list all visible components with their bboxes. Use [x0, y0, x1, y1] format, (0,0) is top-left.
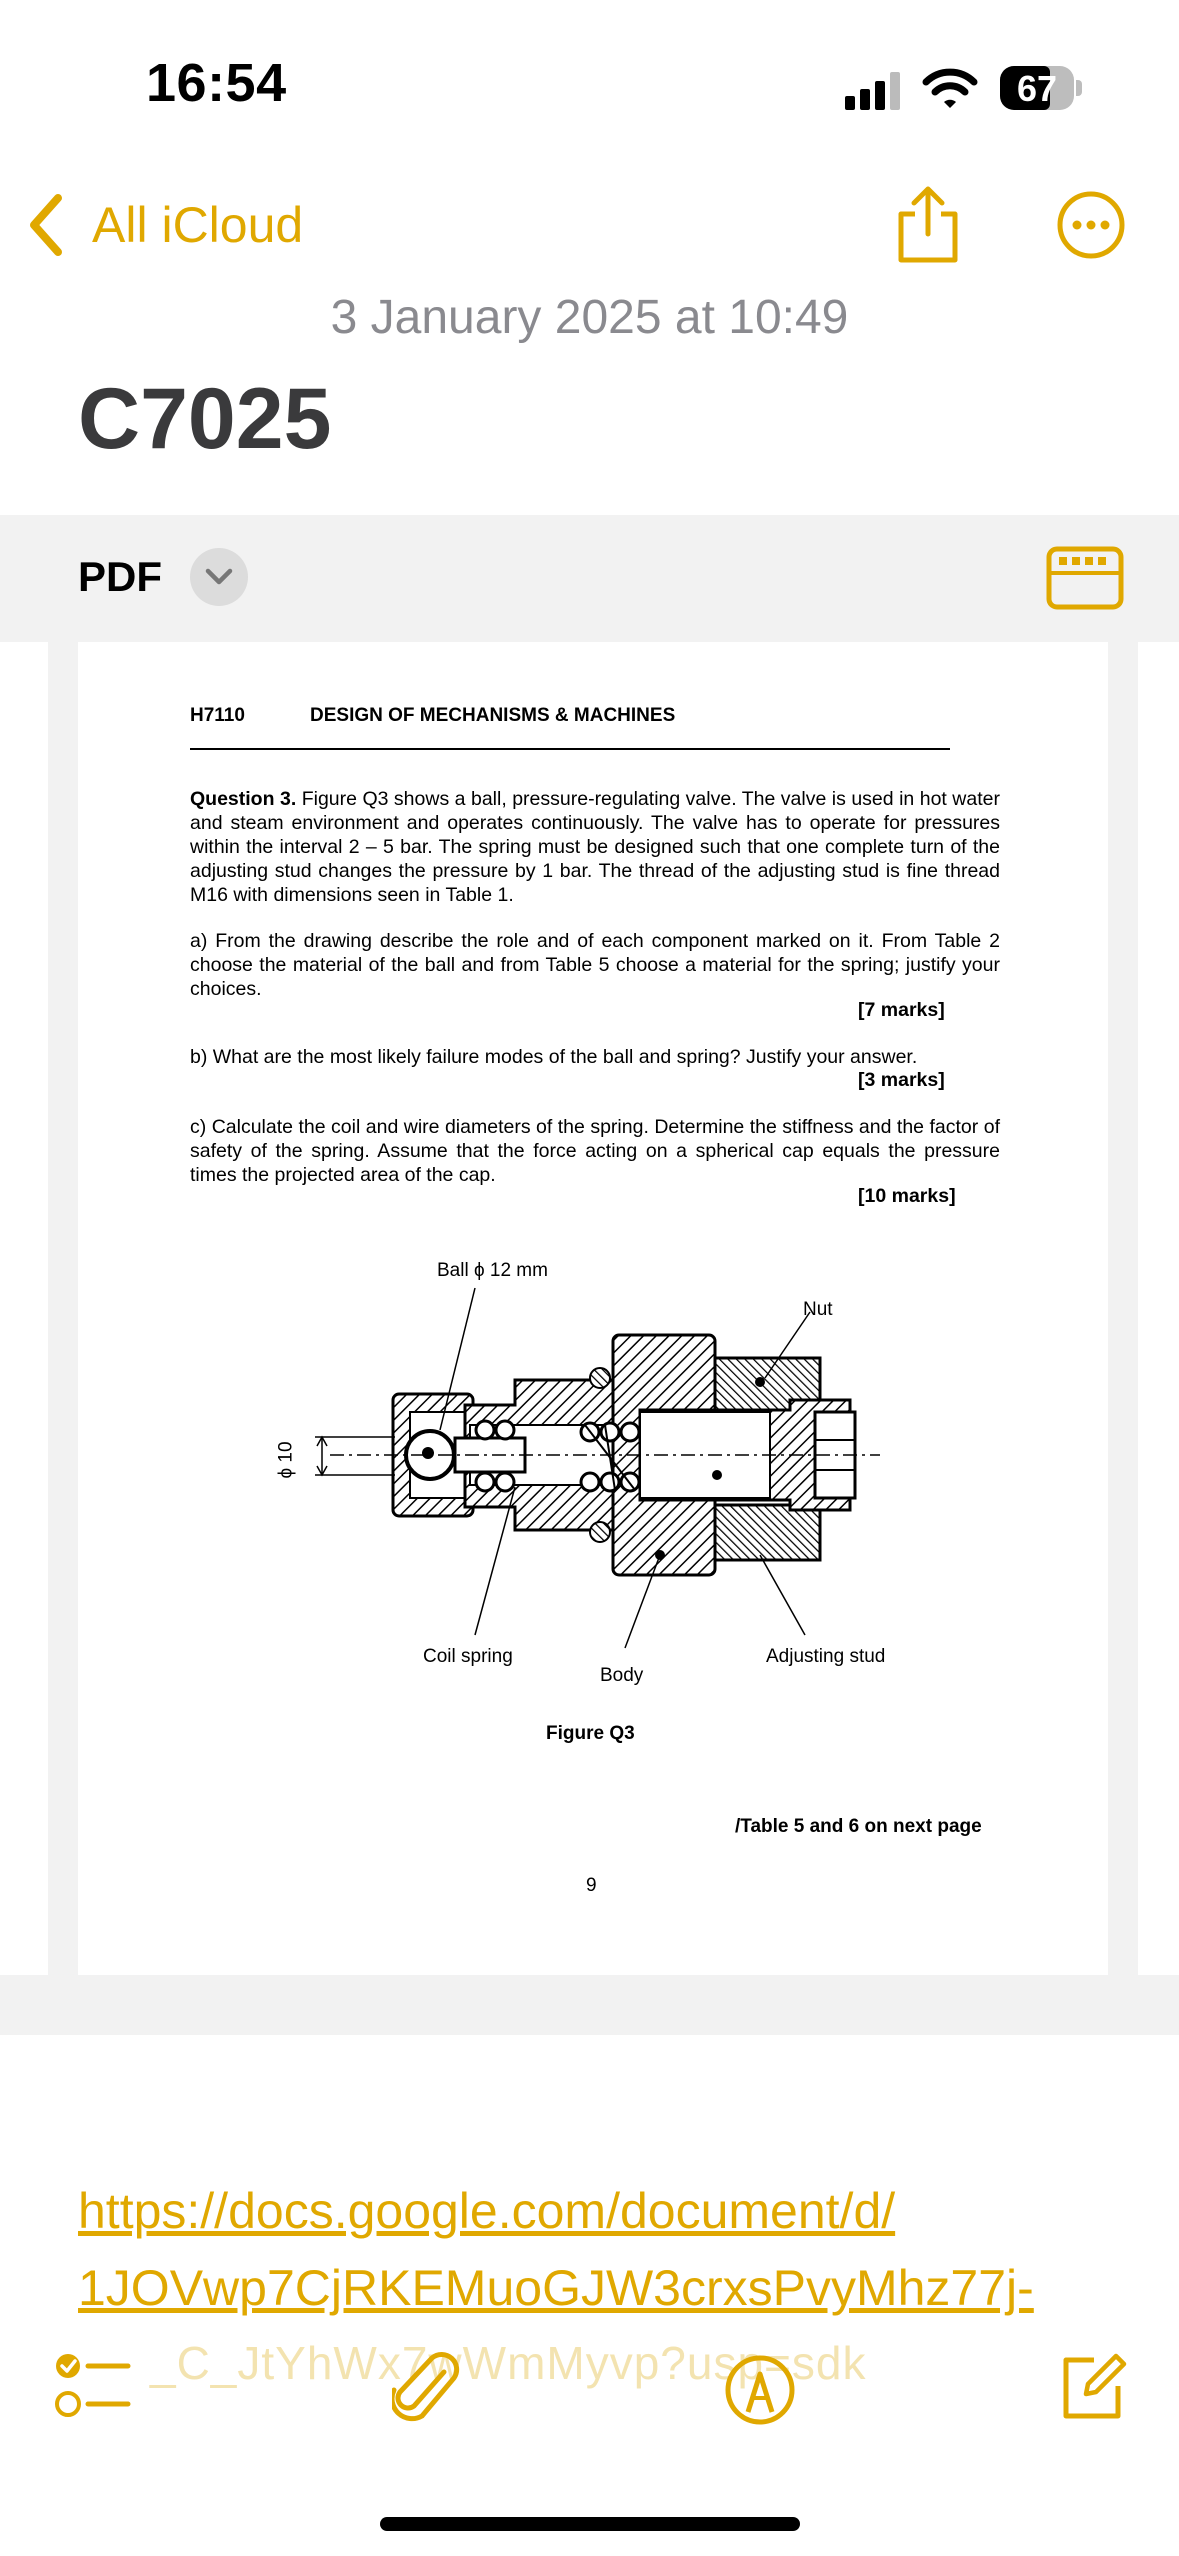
question-body: Figure Q3 shows a ball, pressure-regulating valve. The valve is used in hot water and steam environment and operates continuously. The valve has to operate for pressures within the interval 2 – 5 bar. The spring must be designed such that one complete turn of the adjusting stud changes the pressure by 1 bar. The thread of the adjusting stud is fine thread M16 with dimensions seen in Table 1.	[190, 788, 1000, 906]
paperclip-icon[interactable]	[392, 2350, 462, 2430]
checklist-icon[interactable]	[54, 2350, 132, 2422]
doc-module-code: H7110	[190, 705, 245, 726]
part-c-text: c) Calculate the coil and wire diameters of the spring. Determine the stiffness and the factor of safety of the spring. Assume that the force acting on a spherical cap equals the pressure times the projected area of the cap.	[190, 1116, 1000, 1186]
more-icon[interactable]	[1056, 190, 1126, 260]
part-b-text: b) What are the most likely failure modes of the ball and spring? Justify your answer.	[190, 1046, 918, 1068]
pdf-type-label: PDF	[78, 553, 162, 600]
wifi-icon	[922, 66, 978, 110]
part-b-marks: [3 marks]	[858, 1069, 945, 1091]
battery-percent: 67	[1016, 68, 1058, 109]
doc-module-title: DESIGN OF MECHANISMS & MACHINES	[310, 705, 676, 726]
doc-header-rule	[190, 748, 950, 750]
page-number: 9	[586, 1875, 597, 1896]
keyboard-icon[interactable]	[1046, 546, 1124, 610]
next-page-note: /Table 5 and 6 on next page	[735, 1816, 982, 1837]
pdf-options-button[interactable]	[190, 548, 248, 606]
next-page-edge[interactable]	[1138, 642, 1179, 1975]
markup-pen-icon[interactable]	[724, 2354, 796, 2426]
home-indicator[interactable]	[380, 2517, 800, 2531]
figure-caption: Figure Q3	[546, 1723, 635, 1744]
note-link-line-3-obscured[interactable]: _C_JtYhWx7wWmMyvp?usp=sdk	[150, 2337, 867, 2389]
status-time: 16:54	[146, 53, 287, 113]
note-title[interactable]: C7025	[78, 371, 332, 467]
question-3-text	[190, 787, 1000, 907]
figure-label-adjusting-stud: Adjusting stud	[766, 1646, 886, 1667]
back-chevron-icon	[26, 194, 66, 256]
figure-label-ball: Ball ϕ 12 mm	[437, 1260, 548, 1281]
figure-label-body: Body	[600, 1665, 644, 1686]
part-a-marks: [7 marks]	[858, 999, 945, 1021]
chevron-down-icon	[205, 566, 233, 588]
note-link-line-1[interactable]: https://docs.google.com/document/d/	[78, 2183, 896, 2239]
figure-label-coil-spring: Coil spring	[423, 1646, 513, 1667]
note-link-line-2[interactable]: 1JOVwp7CjRKEMuoGJW3crxsPvyMhz77j-	[78, 2260, 1034, 2316]
question-lead: Question 3.	[190, 788, 297, 810]
part-a-text: a) From the drawing describe the role and of each component marked on it. From Table 2 choose the material of the ball and from Table 5 choose a material for the spring; justify your choices.	[190, 930, 1000, 1000]
part-c-marks: [10 marks]	[858, 1185, 956, 1207]
note-date: 3 January 2025 at 10:49	[330, 291, 849, 344]
figure-label-nut: Nut	[803, 1299, 833, 1320]
compose-icon[interactable]	[1058, 2350, 1128, 2422]
cellular-signal-icon	[845, 70, 903, 110]
battery-indicator	[1000, 66, 1074, 110]
back-label[interactable]: All iCloud	[92, 197, 304, 253]
prev-page-edge[interactable]	[0, 642, 48, 1975]
figure-label-diameter: ϕ 10	[275, 1441, 297, 1479]
share-icon[interactable]	[893, 184, 963, 264]
battery-tip	[1076, 80, 1082, 96]
